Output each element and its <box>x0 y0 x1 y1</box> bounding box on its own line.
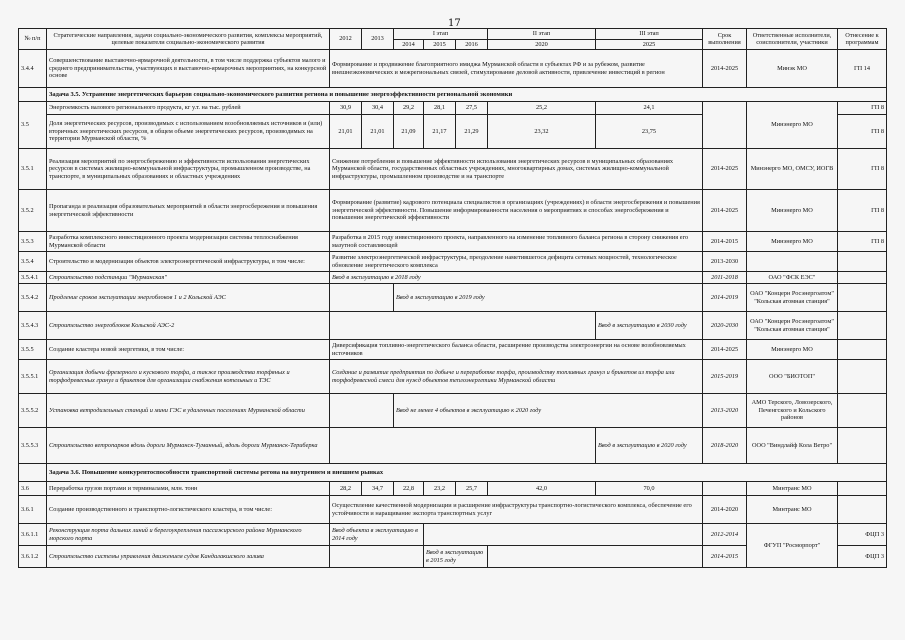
header-row-1 <box>19 29 887 40</box>
header-2020: 2020 <box>488 39 596 50</box>
row-num: 3.5.5 <box>19 340 47 360</box>
row-term: 2014-2025 <box>703 149 747 190</box>
row-responsible: Минэнерго МО <box>747 102 838 149</box>
row-responsible: Минэнерго МО <box>747 190 838 232</box>
row-term: 2014-2020 <box>703 496 747 524</box>
row-term <box>703 102 747 149</box>
row-responsible: ОАО "ФСК ЕЭС" <box>747 272 838 284</box>
row-term: 2014-2025 <box>703 340 747 360</box>
row-responsible: АМО Терского, Ловозерского, Печенгского и Кольского районов <box>747 394 838 428</box>
row-num: 3.5.5.2 <box>19 394 47 428</box>
row-responsible: Минэнерго МО <box>747 232 838 252</box>
row-description: Ввод в эксплуатацию в 2018 году <box>330 272 703 284</box>
header-stage-3: III этап <box>596 29 703 40</box>
row-num: 3.6.1.2 <box>19 546 47 568</box>
row-num: 3.5.5.1 <box>19 360 47 394</box>
row-term: 2014-2025 <box>703 50 747 88</box>
row-title: Переработка грузов портами и терминалами, млн. тонн <box>47 482 330 496</box>
row-num: 3.5.3 <box>19 232 47 252</box>
table-row <box>19 524 887 546</box>
value-2014: 22,8 <box>394 482 424 496</box>
row-description: Ввод в эксплуатацию в 2020 году <box>596 428 703 464</box>
value-2016: 21,29 <box>456 115 488 149</box>
header-2025: 2025 <box>596 39 703 50</box>
row-responsible: Минэнерго МО, ОМСУ, ИОГВ <box>747 149 838 190</box>
row-title: Реализация мероприятий по энергосбережению и эффективности использования энергетических ресурсов в системах жилищно-коммунальной инфраструктуры, промышленном производстве, на транспорте, в муниципальных образованиях и областных учреждениях <box>47 149 330 190</box>
row-num: 3.5.4.2 <box>19 284 47 312</box>
value-2012: 21,01 <box>330 115 362 149</box>
table-row <box>19 482 887 496</box>
row-title: Совершенствование выставочно-ярмарочной деятельности, в том числе поддержка субъектов малого и среднего предпринимательства, участвующих в выставочно-ярмарочных мероприятиях, на конкурсной основе <box>47 50 330 88</box>
value-2015: 23,2 <box>424 482 456 496</box>
row-description: Снижение потребления и повышение эффективности использования энергетических ресурсов в муниципальных образованиях Мурманской области, государственных областных учреждениях, многоквартирных домах, системах жилищно-коммунальной инфраструктуры, промышленном производстве и на транспорте <box>330 149 703 190</box>
row-program: ГП 8 <box>838 232 887 252</box>
task-title: Задача 3.6. Повышение конкурентоспособности транспортной системы регона на внутреннем и внешнем рынках <box>47 464 887 482</box>
strategy-table <box>18 28 887 568</box>
value-2012: 28,2 <box>330 482 362 496</box>
row-title: Создание кластера новой энергетики, в том числе: <box>47 340 330 360</box>
row-title: Организация добычи фрезерного и кускового торфа, а также производства торфяных и торфодревесных гранул и брикетов для организации снабжения котельных и ТЭС <box>47 360 330 394</box>
table-row <box>19 252 887 272</box>
row-num: 3.6 <box>19 482 47 496</box>
row-responsible: ООО "Виндлайф Кола Ветро" <box>747 428 838 464</box>
row-description: Разработка в 2015 году инвестиционного проекта, направленного на изменение топливного баланса региона в сторону снижения его мазутной составляющей <box>330 232 703 252</box>
row-description: Ввод не менее 4 объектов в эксплуатацию к 2020 году <box>394 394 703 428</box>
row-title: Строительство ветропарков вдоль дороги Мурманск-Туманный, вдоль дороги Мурманск-Териберка <box>47 428 330 464</box>
row-title: Продление сроков эксплуатации энергоблоков 1 и 2 Кольской АЭС <box>47 284 330 312</box>
table-row <box>19 340 887 360</box>
table-row <box>19 394 887 428</box>
table-row <box>19 50 887 88</box>
value-2016: 27,5 <box>456 102 488 115</box>
row-responsible: ОАО "Концерн Росэнергоатом" "Кольская атомная станция" <box>747 284 838 312</box>
row-responsible: Минтранс МО <box>747 482 838 496</box>
row-program: ГП 8 <box>838 149 887 190</box>
table-row <box>19 190 887 232</box>
row-title: Энергоемкость валового регионального продукта, кг у.т. на тыс. рублей <box>47 102 330 115</box>
row-description: Формирование (развитие) кадрового потенциала специалистов в организациях (учреждениях) в области энергосбережения и повышения энергетической эффективности. Повышение информированности населения о мероприятиях и способах энергосбережения и повышения энергетической эффективности <box>330 190 703 232</box>
task-row <box>19 88 887 102</box>
row-num: 3.5.4 <box>19 252 47 272</box>
value-2013: 30,4 <box>362 102 394 115</box>
header-stage-2: II этап <box>488 29 596 40</box>
row-description: Диверсификация топливно-энергетического баланса области, расширение производства электроэнергии на основе возобновляемых источников <box>330 340 703 360</box>
row-responsible: ФГУП "Росморпорт" <box>747 524 838 568</box>
row-term: 2020-2030 <box>703 312 747 340</box>
row-term: 2013-2030 <box>703 252 747 272</box>
row-term: 2014-2019 <box>703 284 747 312</box>
row-num: 3.5.4.1 <box>19 272 47 284</box>
value-2025: 70,0 <box>596 482 703 496</box>
row-description: Создание и развитие предприятия по добыче и переработке торфа, производству топливных гранул и брикетов из торфа или торфодревесной смеси для нужд объектов теплоэнергетики Мурманской области <box>330 360 703 394</box>
row-title: Строительство и модернизация объектов электроэнергетической инфраструктуры, в том числе: <box>47 252 330 272</box>
value-2015: 28,1 <box>424 102 456 115</box>
row-responsible: Минэнерго МО <box>747 340 838 360</box>
row-description: Ввод в эксплуатацию в 2019 году <box>394 284 703 312</box>
row-responsible: Минтранс МО <box>747 496 838 524</box>
table-row <box>19 428 887 464</box>
table-row <box>19 149 887 190</box>
row-description: Ввод объекта в эксплуатацию в 2014 году <box>330 524 424 546</box>
header-programs: Отнесение к программам <box>838 29 887 50</box>
row-title: Разработка комплексного инвестиционного проекта модернизации системы теплоснабжения Мурманской области <box>47 232 330 252</box>
table-row <box>19 232 887 252</box>
value-2016: 25,7 <box>456 482 488 496</box>
row-title: Строительство энергоблоков Кольской АЭС-2 <box>47 312 330 340</box>
row-term: 2015-2019 <box>703 360 747 394</box>
row-title: Реконструкция порта дальних линий и берегоукрепления пассажирского района Мурманского морского порта <box>47 524 330 546</box>
page-number: 17 <box>448 18 461 29</box>
task-row <box>19 464 887 482</box>
value-2025: 23,75 <box>596 115 703 149</box>
value-2020: 23,32 <box>488 115 596 149</box>
row-program: ГП 14 <box>838 50 887 88</box>
row-num: 3.5 <box>19 102 47 149</box>
row-program: ФЦП 3 <box>838 524 887 546</box>
row-num: 3.5.4.3 <box>19 312 47 340</box>
row-term: 2012-2014 <box>703 524 747 546</box>
row-program: ГП 8 <box>838 102 887 115</box>
value-2014: 29,2 <box>394 102 424 115</box>
value-2020: 42,0 <box>488 482 596 496</box>
row-title: Строительство подстанции "Мурманская" <box>47 272 330 284</box>
row-term: 2013-2020 <box>703 394 747 428</box>
table-row <box>19 102 887 115</box>
table-row <box>19 272 887 284</box>
value-2012: 30,9 <box>330 102 362 115</box>
value-2014: 21,09 <box>394 115 424 149</box>
row-num: 3.6.1 <box>19 496 47 524</box>
row-description: Развитие электроэнергетической инфраструктуры, преодоление наметившегося дефицита сетевых мощностей, технологическое обновление энергетического комплекса <box>330 252 703 272</box>
value-2013: 21,01 <box>362 115 394 149</box>
value-2020: 25,2 <box>488 102 596 115</box>
header-stage-1: I этап <box>394 29 488 40</box>
row-term: 2014-2015 <box>703 232 747 252</box>
value-2025: 24,1 <box>596 102 703 115</box>
header-2013: 2013 <box>362 29 394 50</box>
header-2015: 2015 <box>424 39 456 50</box>
row-description: Ввод в эксплуатацию в 2015 году <box>424 546 488 568</box>
row-description: Формирование и продвижение благоприятного имиджа Мурманской области в субъектах РФ и за рубежом, развитие внешнеэкономических и межрегиональных связей, стимулирование деловой активности, привлечение инвестиций в регион <box>330 50 703 88</box>
row-term: 2014-2015 <box>703 546 747 568</box>
row-program: ГП 8 <box>838 190 887 232</box>
row-num: 3.5.1 <box>19 149 47 190</box>
header-term: Срок выполнения <box>703 29 747 50</box>
row-term: 2018-2020 <box>703 428 747 464</box>
row-description: Осуществление качественной модернизации и расширение инфраструктуры транспортно-логистического комплекса, обеспечение его устойчивости и наращивание экспорта транспортных услуг <box>330 496 703 524</box>
header-responsible: Ответственные исполнители, соисполнители, участники <box>747 29 838 50</box>
task-title: Задача 3.5. Устранение энергетических барьеров социально-экономического развития региона и повышение энергоэффективности региональной экономики <box>47 88 887 102</box>
table-row <box>19 360 887 394</box>
header-2012: 2012 <box>330 29 362 50</box>
header-num: № п/п <box>19 29 47 50</box>
row-responsible: Минэк МО <box>747 50 838 88</box>
row-term: 2011-2018 <box>703 272 747 284</box>
row-num: 3.5.2 <box>19 190 47 232</box>
header-2016: 2016 <box>456 39 488 50</box>
value-2013: 34,7 <box>362 482 394 496</box>
row-responsible: ОАО "Концерн Росэнергоатом" "Кольская атомная станция" <box>747 312 838 340</box>
row-title: Строительство системы управления движением судов Кандалакшского залива <box>47 546 330 568</box>
header-2014: 2014 <box>394 39 424 50</box>
row-title: Доля энергетических ресурсов, производимых с использованием возобновляемых источников и (или) вторичных энергетических ресурсов, в общем объеме энергетических ресурсов, производимых на территории Мурманской области, % <box>47 115 330 149</box>
row-title: Пропаганда и реализация образовательных мероприятий в области энергосбережения и повышения энергетической эффективности <box>47 190 330 232</box>
table-row <box>19 284 887 312</box>
row-term: 2014-2025 <box>703 190 747 232</box>
header-title: Стратегические направления, задачи социально-экономического развития, комплексы мероприятий, целевые показатели социально-экономического развития <box>47 29 330 50</box>
row-num: 3.6.1.1 <box>19 524 47 546</box>
row-program: ФЦП 3 <box>838 546 887 568</box>
table-row <box>19 312 887 340</box>
value-2015: 21,17 <box>424 115 456 149</box>
table-row <box>19 496 887 524</box>
row-title: Создание производственного и транспортно-логистического кластера, в том числе: <box>47 496 330 524</box>
row-num: 3.4.4 <box>19 50 47 88</box>
row-responsible: ООО "БИОТОП" <box>747 360 838 394</box>
row-title: Установка ветродизельных станций и мини ГЭС в удаленных поселениях Мурманской области <box>47 394 330 428</box>
row-num: 3.5.5.3 <box>19 428 47 464</box>
row-description: Ввод в эксплуатацию в 2030 году <box>596 312 703 340</box>
row-program: ГП 8 <box>838 115 887 149</box>
